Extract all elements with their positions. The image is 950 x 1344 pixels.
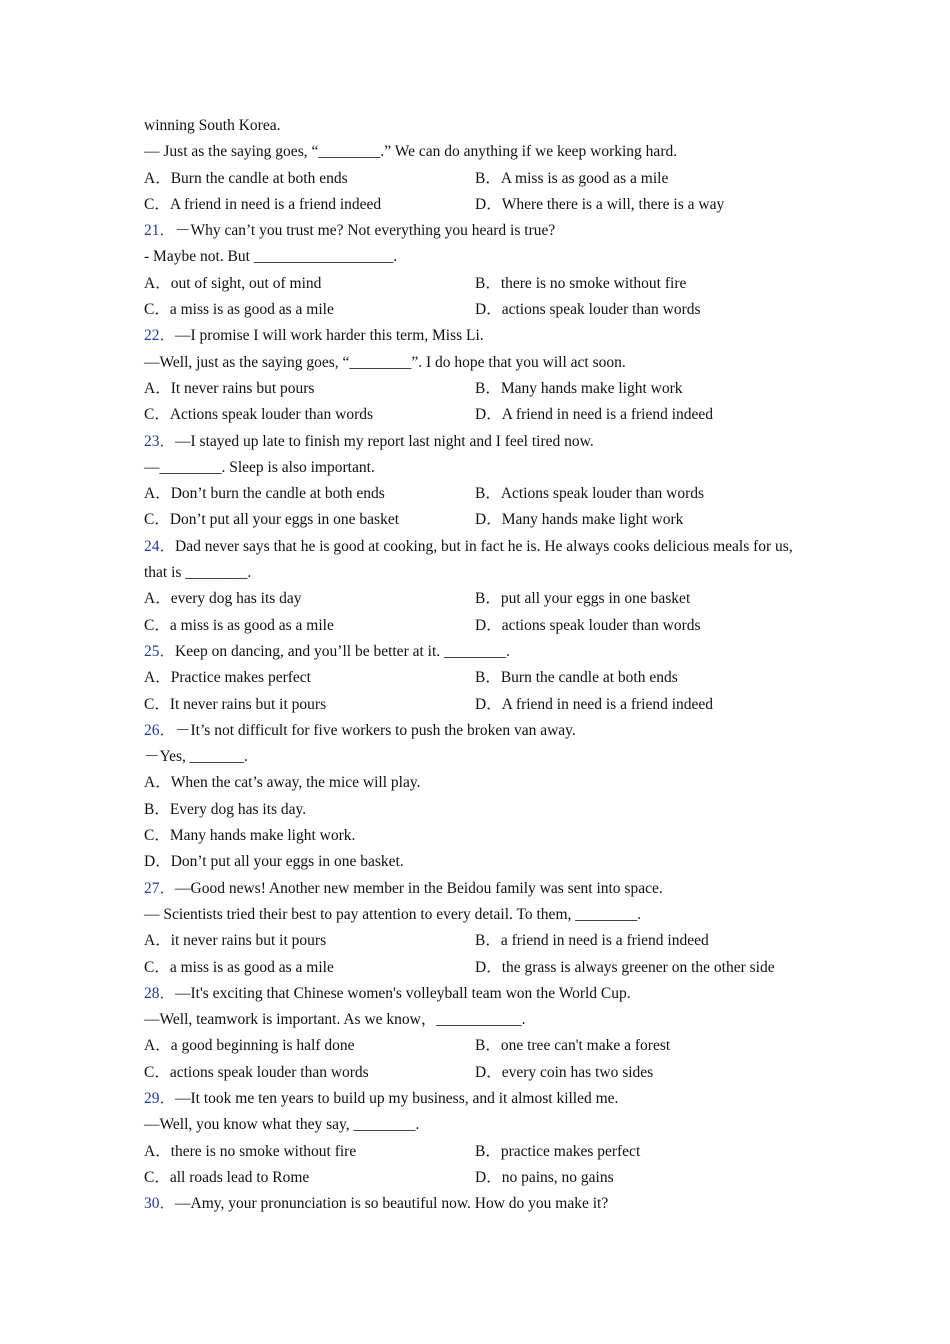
option-a: A．It never rains but pours (144, 379, 315, 397)
question-number: 24． (144, 537, 176, 555)
question-number: 28． (144, 984, 176, 1002)
option-c: C．a miss is as good as a mile (144, 958, 334, 976)
option-a: A．a good beginning is half done (144, 1037, 355, 1055)
option-d: D．Where there is a will, there is a way (475, 195, 725, 213)
option-d: D．Don’t put all your eggs in one basket. (144, 853, 404, 871)
option-d: D．the grass is always greener on the other side (475, 958, 775, 976)
option-d: D．A friend in need is a friend indeed (475, 406, 714, 424)
option-a: A．every dog has its day (144, 590, 302, 608)
question-stem (144, 429, 814, 455)
option-d: D．Many hands make light work (475, 511, 684, 529)
option-row (144, 770, 814, 796)
option-a: A．Don’t burn the candle at both ends (144, 485, 385, 503)
option-a: A．it never rains but it pours (144, 932, 327, 950)
option-row (144, 928, 814, 954)
question-text: —It took me ten years to build up my business, and it almost killed me. (175, 1089, 619, 1107)
option-a: A．there is no smoke without fire (144, 1142, 357, 1160)
option-row (144, 586, 814, 612)
question-stem (144, 718, 814, 744)
option-b: B．put all your eggs in one basket (475, 590, 691, 608)
option-row (144, 1060, 814, 1086)
option-row (144, 849, 814, 875)
option-a: A．Burn the candle at both ends (144, 169, 348, 187)
question-list (144, 113, 814, 1217)
option-c: C．a miss is as good as a mile (144, 301, 334, 319)
question-line: —________. Sleep is also important. (144, 458, 375, 476)
question-stem (144, 981, 814, 1007)
question-text: Dad never says that he is good at cooking, but in fact he is. He always cooks delicious meals for us, that is ________. (144, 537, 793, 582)
option-d: D．A friend in need is a friend indeed (475, 695, 714, 713)
option-b: B．A miss is as good as a mile (475, 169, 669, 187)
question-text: －It’s not difficult for five workers to push the broken van away. (175, 721, 576, 739)
option-row (144, 955, 814, 981)
question-text: －Why can’t you trust me? Not everything you heard is true? (175, 222, 556, 240)
option-d: D．actions speak louder than words (475, 301, 701, 319)
option-c: C．all roads lead to Rome (144, 1168, 310, 1186)
option-row (144, 1033, 814, 1059)
option-b: B．Many hands make light work (475, 379, 683, 397)
option-a: A．out of sight, out of mind (144, 274, 322, 292)
option-row (144, 376, 814, 402)
question-number: 27． (144, 879, 176, 897)
option-c: C．actions speak louder than words (144, 1063, 369, 1081)
question-stem (144, 323, 814, 349)
question-stem (144, 639, 814, 665)
question-number: 23． (144, 432, 176, 450)
question-stem (144, 218, 814, 244)
option-row (144, 481, 814, 507)
option-c: C．A friend in need is a friend indeed (144, 195, 382, 213)
option-d: D．actions speak louder than words (475, 616, 701, 634)
option-row (144, 1139, 814, 1165)
option-c: C．a miss is as good as a mile (144, 616, 334, 634)
question-line: - Maybe not. But __________________. (144, 248, 398, 266)
option-row (144, 1165, 814, 1191)
question-number: 26． (144, 721, 176, 739)
option-d: D．every coin has two sides (475, 1063, 654, 1081)
question-line: －Yes, _______. (144, 748, 248, 766)
question-line: —Well, you know what they say, ________. (144, 1116, 420, 1134)
question-text: —It's exciting that Chinese women's volleyball team won the World Cup. (175, 984, 631, 1002)
intro-line: — Just as the saying goes, “________.” We can do anything if we keep working hard. (144, 143, 678, 161)
option-c: C．It never rains but it pours (144, 695, 327, 713)
option-b: B．practice makes perfect (475, 1142, 641, 1160)
option-row (144, 192, 814, 218)
option-row (144, 613, 814, 639)
option-row (144, 507, 814, 533)
option-row (144, 166, 814, 192)
question-line: —Well, just as the saying goes, “________”. I do hope that you will act soon. (144, 353, 626, 371)
option-row (144, 665, 814, 691)
question-number: 22． (144, 327, 176, 345)
question-stem (144, 1191, 814, 1217)
option-b: B．Every dog has its day. (144, 800, 307, 818)
question-stem (144, 1086, 814, 1112)
option-b: B．Burn the candle at both ends (475, 669, 678, 687)
question-text: —I promise I will work harder this term, Miss Li. (175, 327, 484, 345)
option-row (144, 271, 814, 297)
option-row (144, 692, 814, 718)
question-stem (144, 534, 814, 587)
option-c: C．Many hands make light work. (144, 827, 356, 845)
question-text: Keep on dancing, and you’ll be better at it. ________. (175, 642, 510, 660)
option-row (144, 297, 814, 323)
question-text: —I stayed up late to finish my report last night and I feel tired now. (175, 432, 594, 450)
option-a: A．When the cat’s away, the mice will play. (144, 774, 421, 792)
question-number: 29． (144, 1089, 176, 1107)
option-b: B．there is no smoke without fire (475, 274, 687, 292)
option-row (144, 823, 814, 849)
option-row (144, 402, 814, 428)
question-number: 25． (144, 642, 176, 660)
option-d: D．no pains, no gains (475, 1168, 614, 1186)
option-b: B．Actions speak louder than words (475, 485, 705, 503)
question-line: —Well, teamwork is important. As we know，___________. (144, 1011, 526, 1029)
option-b: B．one tree can't make a forest (475, 1037, 671, 1055)
question-number: 30． (144, 1195, 176, 1213)
option-a: A．Practice makes perfect (144, 669, 311, 687)
question-text: —Good news! Another new member in the Beidou family was sent into space. (175, 879, 663, 897)
question-line: — Scientists tried their best to pay attention to every detail. To them, ________. (144, 905, 642, 923)
question-text: —Amy, your pronunciation is so beautiful now. How do you make it? (175, 1195, 609, 1213)
option-b: B．a friend in need is a friend indeed (475, 932, 709, 950)
intro-line: winning South Korea. (144, 117, 281, 134)
option-row (144, 797, 814, 823)
option-c: C．Don’t put all your eggs in one basket (144, 511, 400, 529)
question-number: 21． (144, 222, 176, 240)
question-stem (144, 876, 814, 902)
option-c: C．Actions speak louder than words (144, 406, 374, 424)
